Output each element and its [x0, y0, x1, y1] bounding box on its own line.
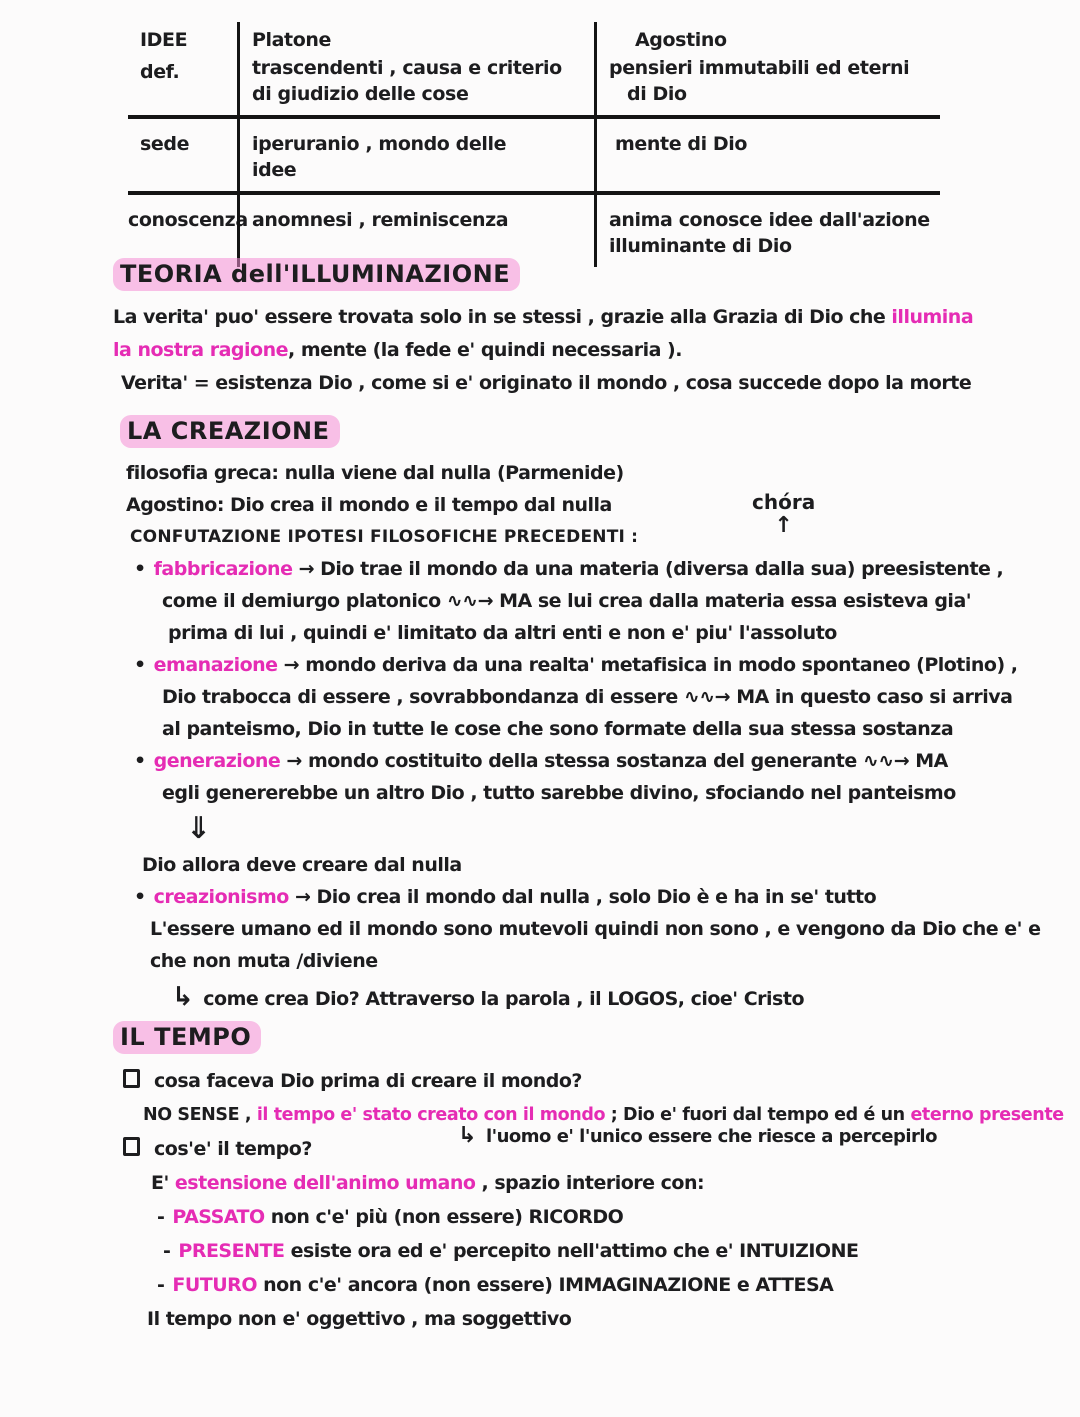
section-la-creazione: [120, 415, 1080, 1015]
section-title: [113, 258, 1073, 291]
cell-conoscenza-agostino: [594, 195, 940, 267]
table-title: IDEE: [140, 29, 188, 51]
text-segment: l'uomo e' l'unico essere che riesce a percepirlo: [485, 1126, 937, 1147]
column-header-agostino: Agostino: [635, 29, 727, 51]
cell-line: illuminante di Dio: [609, 235, 792, 257]
dash-icon: -: [157, 1206, 165, 1228]
cell-conoscenza-platone: anomnesi , reminiscenza: [237, 195, 594, 267]
keyword: fabbricazione: [153, 558, 293, 580]
bullet-icon: •: [134, 654, 146, 676]
keyword: FUTURO: [172, 1274, 257, 1296]
bullet-generazione: [134, 745, 1080, 809]
bullet-icon: •: [134, 558, 146, 580]
text-segment: esiste ora ed e' percepito nell'attimo che e' INTUIZIONE: [290, 1240, 859, 1262]
annotation-text: chóra: [752, 490, 816, 514]
cell-line: pensieri immutabili ed eterni: [609, 57, 910, 79]
text-line: [113, 301, 1073, 334]
row-label-conoscenza: conoscenza: [128, 209, 248, 231]
text-segment: non c'e' più (non essere) RICORDO: [270, 1206, 624, 1228]
text-segment: come crea Dio? Attraverso la parola , il LOGOS, cioe' Cristo: [203, 988, 804, 1010]
double-down-arrow-icon: ⇓: [186, 811, 211, 846]
cell-sede-agostino: mente di Dio: [594, 119, 940, 195]
cell-line: idee: [252, 159, 297, 181]
bullet-line: Dio trabocca di essere , sovrabbondanza di essere ∿∿→ MA in questo caso si arriva: [162, 686, 1013, 708]
bullet-line: L'essere umano ed il mondo sono mutevoli quindi non sono , e vengono da Dio che e' e: [150, 918, 1041, 940]
question-line: [121, 1064, 1073, 1098]
highlighted-title: LA CREAZIONE: [120, 415, 340, 448]
bullet-icon: •: [134, 750, 146, 772]
text-segment: La verita' puo' essere trovata solo in se stessi , grazie alla Grazia di Dio che: [113, 306, 892, 328]
bullet-line: [134, 745, 1080, 777]
section-title: [113, 1020, 1073, 1054]
text-segment: ; Dio e' fuori dal tempo ed é un: [605, 1105, 911, 1125]
cell-line: di giudizio delle cose: [252, 83, 469, 105]
text-segment: → Dio crea il mondo dal nulla , solo Dio è e ha in se' tutto: [294, 886, 877, 908]
text-line: [113, 334, 1073, 367]
hook-arrow-icon: ↳: [458, 1123, 476, 1148]
text-segment: → mondo costituito della stessa sostanza del generante ∿∿→ MA: [286, 750, 948, 772]
text-segment: non c'e' ancora (non essere) IMMAGINAZIONE e ATTESA: [263, 1274, 834, 1296]
pink-text-segment: estensione dell'animo umano: [174, 1172, 476, 1194]
keyword: generazione: [153, 750, 281, 772]
section-title: [120, 415, 1080, 447]
hook-arrow-icon: ↳: [172, 982, 194, 1012]
text-line: Verita' = esistenza Dio , come si e' originato il mondo , cosa succede dopo la morte: [121, 372, 972, 394]
bullet-creazionismo: [134, 881, 1080, 977]
keyword: creazionismo: [153, 886, 289, 908]
keyword: PRESENTE: [178, 1240, 285, 1262]
list-item: [163, 1234, 1073, 1268]
bullet-line: prima di lui , quindi e' limitato da altri enti e non e' piu' l'assoluto: [168, 622, 837, 644]
table-corner-cell: [128, 22, 237, 119]
pink-text-segment: la nostra ragione: [113, 339, 288, 361]
section-il-tempo: [113, 1020, 1073, 1336]
bullet-line: come il demiurgo platonico ∿∿→ MA se lui crea dalla materia essa esisteva gia': [162, 590, 972, 612]
dash-icon: -: [157, 1274, 165, 1296]
bullet-line: egli genererebbe un altro Dio , tutto sarebbe divino, sfociando nel panteismo: [162, 782, 956, 804]
cell-sede-platone: [237, 119, 594, 195]
text-segment: cosa faceva Dio prima di creare il mondo?: [154, 1070, 582, 1092]
dash-icon: -: [163, 1240, 171, 1262]
highlighted-title: TEORIA dell'ILLUMINAZIONE: [113, 258, 520, 291]
bullet-fabbricazione: [134, 553, 1080, 649]
checkbox-icon: [123, 1069, 140, 1088]
cell-line: di Dio: [627, 83, 687, 105]
bullet-line: [134, 649, 1080, 681]
cell-def-agostino: [594, 22, 940, 119]
text-segment: , mente (la fede e' quindi necessaria ).: [288, 339, 682, 361]
text-line: filosofia greca: nulla viene dal nulla (Parmenide): [126, 462, 624, 484]
text-segment: , spazio interiore con:: [475, 1172, 705, 1194]
time-items: [157, 1200, 1073, 1302]
text-segment: cos'e' il tempo?: [154, 1138, 312, 1160]
checkbox-icon: [123, 1137, 140, 1156]
keyword: PASSATO: [172, 1206, 265, 1228]
bullet-line: che non muta /diviene: [150, 950, 378, 972]
list-item: [157, 1200, 1073, 1234]
up-arrow-icon: ↑: [774, 513, 793, 538]
column-header-platone: Platone: [252, 29, 332, 51]
text-line: Dio allora deve creare dal nulla: [142, 854, 462, 876]
conclusion-line: Il tempo non e' oggettivo , ma soggettivo: [147, 1308, 572, 1330]
text-line: Agostino: Dio crea il mondo e il tempo dal nulla: [126, 494, 612, 516]
sub-note-line: [458, 1119, 937, 1154]
cell-line: trascendenti , causa e criterio: [252, 57, 562, 79]
cell-line: iperuranio , mondo delle: [252, 133, 507, 155]
section-teoria-illuminazione: [113, 258, 1073, 400]
bullet-icon: •: [134, 886, 146, 908]
keyword: emanazione: [153, 654, 278, 676]
text-line: [172, 981, 1080, 1015]
text-segment: → mondo deriva da una realta' metafisica in modo spontaneo (Plotino) ,: [283, 654, 1018, 676]
highlighted-title: IL TEMPO: [113, 1021, 261, 1054]
bullet-line: [134, 881, 1080, 913]
bullet-emanazione: [134, 649, 1080, 745]
text-segment: E': [151, 1172, 175, 1194]
text-segment: → Dio trae il mondo da una materia (diversa dalla sua) preesistente ,: [298, 558, 1004, 580]
cell-def-platone: [237, 22, 594, 119]
comparison-table: [128, 22, 940, 267]
row-label-def: def.: [140, 61, 180, 83]
bullet-line: [134, 553, 1080, 585]
pink-text-segment: eterno presente: [910, 1105, 1064, 1125]
cell-line: anima conosce idee dall'azione: [609, 209, 930, 231]
pink-text-segment: il tempo e' stato creato con il mondo: [256, 1105, 606, 1125]
row-label-sede: sede: [128, 119, 237, 195]
text-line: CONFUTAZIONE IPOTESI FILOSOFICHE PRECEDENTI :: [130, 527, 639, 547]
text-segment: NO SENSE ,: [143, 1105, 257, 1125]
bullet-line: al panteismo, Dio in tutte le cose che sono formate della sua stessa sostanza: [162, 718, 954, 740]
answer-line: [151, 1166, 1073, 1200]
list-item: [157, 1268, 1073, 1302]
pink-text-segment: illumina: [891, 306, 974, 328]
